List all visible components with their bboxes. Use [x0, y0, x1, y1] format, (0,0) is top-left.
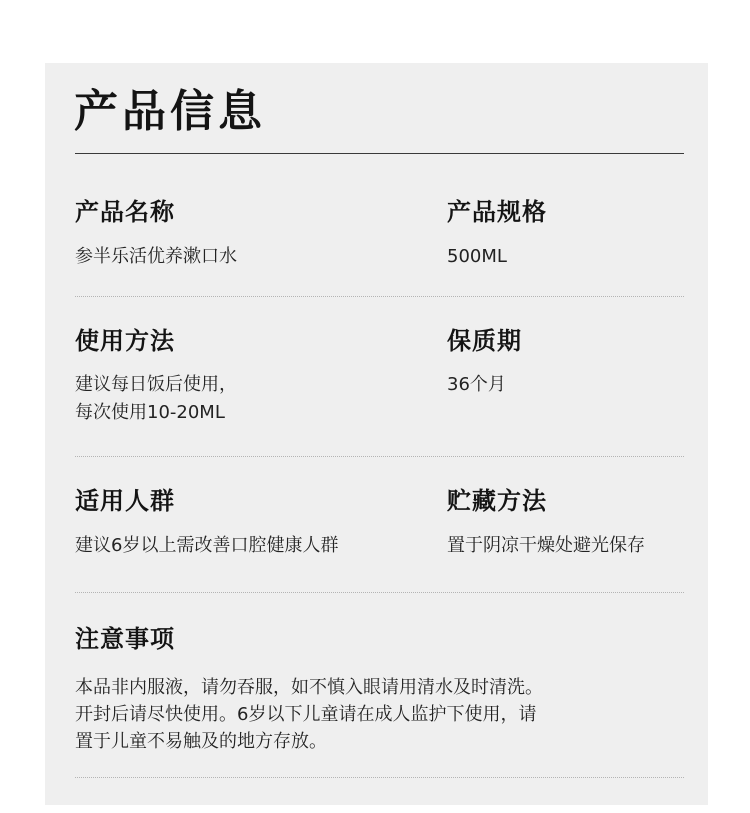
notice-line: 开封后请尽快使用。6岁以下儿童请在成人监护下使用，请 [75, 704, 537, 725]
product-name-value: 参半乐活优养漱口水 [75, 246, 237, 267]
shelf-life-value: 36个月 [447, 374, 506, 395]
storage-label: 贮藏方法 [447, 487, 547, 515]
audience-value: 建议6岁以上需改善口腔健康人群 [75, 535, 339, 556]
notice-label: 注意事项 [75, 625, 175, 653]
usage-value [75, 371, 237, 427]
page-title: 产品信息 [74, 86, 266, 137]
row-divider [75, 592, 684, 593]
notice-text [75, 674, 675, 755]
row-divider [75, 296, 684, 297]
notice-line: 本品非内服液，请勿吞服，如不慎入眼请用清水及时清洗。 [75, 677, 543, 698]
storage-value: 置于阴凉干燥处避光保存 [447, 535, 645, 556]
usage-label: 使用方法 [75, 327, 175, 355]
bottom-divider [75, 777, 684, 778]
product-spec-label: 产品规格 [447, 198, 547, 226]
row-divider [75, 456, 684, 457]
audience-label: 适用人群 [75, 487, 175, 515]
title-divider [75, 153, 684, 154]
usage-line: 每次使用10-20ML [75, 402, 225, 423]
usage-line: 建议每日饭后使用， [75, 374, 237, 395]
notice-line: 置于儿童不易触及的地方存放。 [75, 731, 327, 752]
product-name-label: 产品名称 [75, 198, 175, 226]
product-spec-value: 500ML [447, 246, 507, 267]
shelf-life-label: 保质期 [447, 327, 522, 355]
